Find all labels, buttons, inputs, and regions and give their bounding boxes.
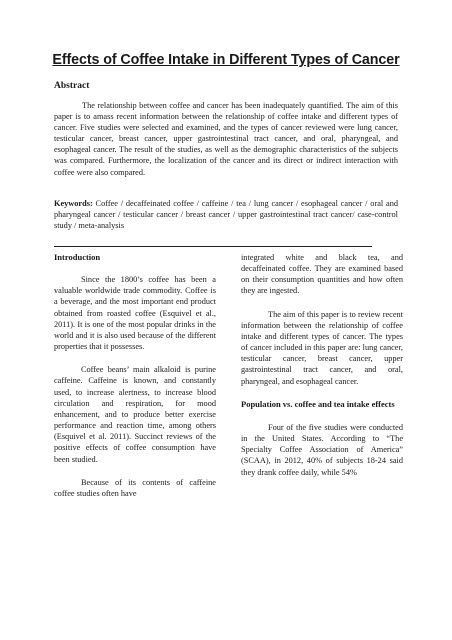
keywords-label: Keywords: — [54, 199, 93, 208]
population-section-heading: Population vs. coffee and tea intake effects — [241, 398, 395, 409]
abstract-heading: Abstract — [54, 81, 90, 91]
right-column — [241, 252, 403, 478]
abstract-body: The relationship between coffee and cancer has been inadequately quantified. The aim of this paper is to amass recent information between the relationship of coffee intake and different types of cancer. Five studies were selected and examined, and the types of cancer reviewed were lung cancer, testicular cancer, breast cancer, upper gastrointestinal tract cancer, and oral, pharyngeal, and esophageal cancer. The result of the studies, as well as the demographic characteristics of the subjects was compared. Furthermore, the localization of the cancer and its direct or indirect interaction with coffee were also compared. — [54, 101, 398, 177]
keywords — [54, 198, 398, 231]
intro-paragraph-1: Since the 1800’s coffee has been a valuable worldwide trade commodity. Coffee is a beverage, and the most important end product obtained from roasted coffee (Esquivel et al., 2011). It is one of the most popular drinks in the world and it is also used because of the different properties that it possesses. — [54, 275, 216, 352]
keywords-text: Coffee / decaffeinated coffee / caffeine / tea / lung cancer / esophageal cancer / oral and pharyngeal cancer / testicular cancer / breast cancer / upper gastrointestinal tract cancer/ case-control study / meta-analysis — [54, 199, 398, 231]
intro-paragraph-2: Coffee beans’ main alkaloid is purine caffeine. Caffeine is known, and constantly used, to increase alertness, to increase blood circulation and respiration, for mood enhancement, and to produce better exercise performance and reaction time, among others (Esquivel et al. 2011). Succinct reviews of the positive effects of coffee consumption have been studied. — [54, 365, 216, 464]
right-paragraph-1: integrated white and black tea, and decaffeinated coffee. They are examined based on their consumption quantities and how often they are ingested. — [241, 253, 403, 296]
left-column — [54, 252, 216, 499]
population-paragraph: Four of the five studies were conducted in the United States. According to “The Specialty Coffee Association of America” (SCAA), in 2012, 40% of subjects 18-24 said they drank coffee daily, while 54% — [241, 422, 403, 477]
intro-paragraph-3: Because of its contents of caffeine coffee studies often have — [54, 477, 216, 498]
introduction-heading: Introduction — [54, 252, 101, 262]
section-divider — [54, 246, 372, 247]
paper-title: Effects of Coffee Intake in Different Types of Cancer — [52, 52, 400, 68]
aim-paragraph: The aim of this paper is to review recent information between the relationship of coffee intake and different types of cancer. The types of cancer included in this paper are: lung cancer, testicular cancer, breast cancer, upper gastrointestinal tract cancer, and oral, pharyngeal, and esophageal cancer. — [241, 309, 403, 386]
